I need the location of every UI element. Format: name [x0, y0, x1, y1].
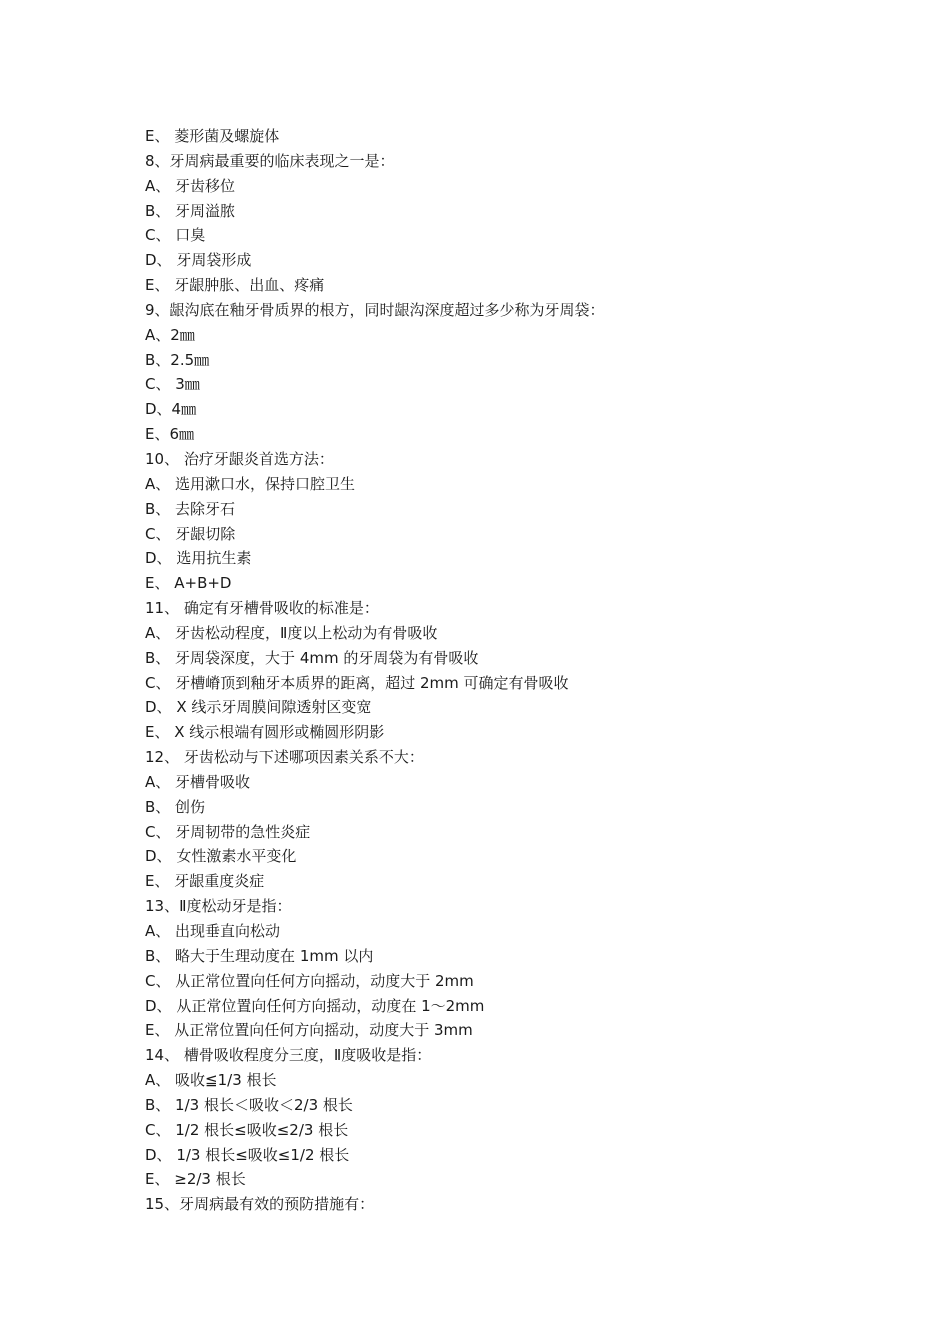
option-line: A、 吸收≦1/3 根长 [145, 1071, 277, 1090]
option-line: E、 牙龈重度炎症 [145, 872, 265, 891]
option-line: B、 去除牙石 [145, 499, 236, 518]
question-line: 10、 治疗牙龈炎首选方法： [145, 449, 334, 468]
option-line: C、 3㎜ [145, 375, 200, 394]
option-line: B、 牙周袋深度，大于 4mm 的牙周袋为有骨吸收 [145, 648, 479, 667]
option-line: D、 选用抗生素 [145, 549, 252, 568]
option-line: A、 牙槽骨吸收 [145, 772, 251, 791]
question-line: 14、 槽骨吸收程度分三度，Ⅱ度吸收是指： [145, 1046, 432, 1065]
option-line: C、 从正常位置向任何方向摇动，动度大于 2mm [145, 971, 474, 990]
option-line: E、 从正常位置向任何方向摇动，动度大于 3mm [145, 1021, 473, 1040]
option-line: C、 牙龈切除 [145, 524, 236, 543]
option-line: E、 X 线示根端有圆形或椭圆形阴影 [145, 723, 385, 742]
option-line: E、 菱形菌及螺旋体 [145, 127, 280, 145]
option-line: B、 牙周溢脓 [145, 201, 236, 220]
option-line: B、 1/3 根长＜吸收＜2/3 根长 [145, 1095, 353, 1114]
question-line: 12、 牙齿松动与下述哪项因素关系不大： [145, 748, 424, 767]
question-line: 9、龈沟底在釉牙骨质界的根方，同时龈沟深度超过多少称为牙周袋： [145, 300, 605, 319]
option-line: E、 A+B+D [145, 574, 232, 593]
option-line: B、 略大于生理动度在 1mm 以内 [145, 946, 374, 965]
option-line: E、 ≥2/3 根长 [145, 1170, 246, 1189]
option-line: D、4㎜ [145, 400, 197, 419]
option-line: A、 牙齿松动程度，Ⅱ度以上松动为有骨吸收 [145, 623, 438, 642]
option-line: C、 牙槽嵴顶到釉牙本质界的距离，超过 2mm 可确定有骨吸收 [145, 673, 569, 692]
option-line: A、 牙齿移位 [145, 176, 236, 195]
option-line: A、 选用漱口水，保持口腔卫生 [145, 474, 356, 493]
question-line: 13、Ⅱ度松动牙是指： [145, 897, 292, 916]
question-line: 8、牙周病最重要的临床表现之一是： [145, 151, 395, 170]
option-line: D、 女性激素水平变化 [145, 847, 297, 866]
option-line: D、 牙周袋形成 [145, 251, 252, 270]
option-line: B、2.5㎜ [145, 350, 210, 369]
option-line: A、2㎜ [145, 325, 195, 344]
question-line: 15、牙周病最有效的预防措施有： [145, 1195, 375, 1214]
question-line: 11、 确定有牙槽骨吸收的标准是： [145, 599, 379, 618]
option-line: C、 牙周韧带的急性炎症 [145, 822, 311, 841]
option-line: E、6㎜ [145, 425, 195, 444]
option-line: E、 牙龈肿胀、出血、疼痛 [145, 276, 325, 295]
option-line: C、 口臭 [145, 226, 206, 245]
option-line: D、 从正常位置向任何方向摇动，动度在 1～2mm [145, 996, 485, 1015]
option-line: D、 1/3 根长≤吸收≤1/2 根长 [145, 1145, 350, 1164]
document-page [145, 124, 845, 1217]
option-line: A、 出现垂直向松动 [145, 922, 281, 940]
option-line: D、 X 线示牙周膜间隙透射区变宽 [145, 698, 372, 717]
option-line: C、 1/2 根长≤吸收≤2/3 根长 [145, 1120, 349, 1139]
option-line: B、 创伤 [145, 797, 206, 816]
